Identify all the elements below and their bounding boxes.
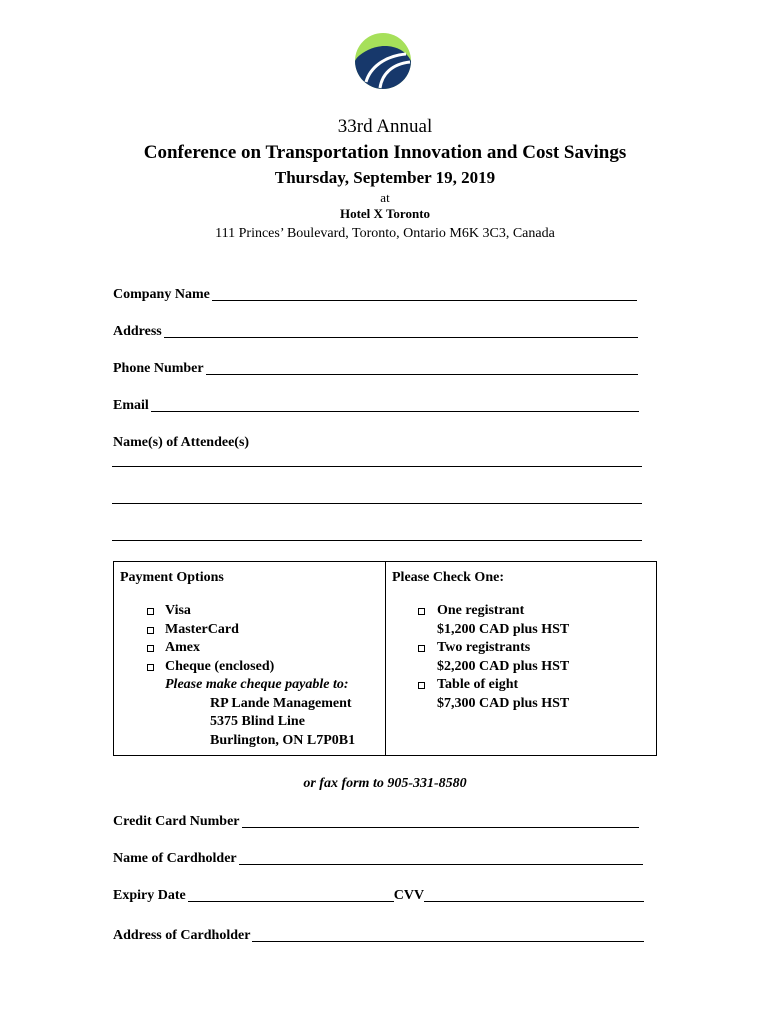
payment-options-column	[120, 570, 380, 750]
checkbox-icon[interactable]	[147, 608, 154, 615]
phone-number-field[interactable]	[113, 359, 638, 377]
payment-box	[113, 561, 657, 756]
attendee-line-1[interactable]	[112, 466, 642, 467]
cardholder-name-label: Name of Cardholder	[113, 851, 237, 866]
conference-logo	[354, 32, 412, 90]
attendee-line-2[interactable]	[112, 503, 642, 504]
email-field[interactable]	[113, 396, 639, 414]
registration-price-one: $1,200 CAD plus HST	[437, 621, 570, 637]
registration-price-table: $7,300 CAD plus HST	[437, 695, 570, 711]
payee-name: RP Lande Management	[210, 695, 352, 711]
at-text: at	[380, 190, 390, 205]
checkbox-icon[interactable]	[147, 645, 154, 652]
expiry-cvv-row	[113, 886, 644, 904]
payment-options-heading: Payment Options	[120, 570, 224, 585]
company-name-label: Company Name	[113, 287, 210, 302]
venue-address: 111 Princes’ Boulevard, Toronto, Ontario M6K 3C3, Canada	[215, 226, 555, 241]
checkbox-icon[interactable]	[418, 645, 425, 652]
checkbox-icon[interactable]	[147, 664, 154, 671]
cvv-field[interactable]	[424, 887, 644, 902]
attendees-label: Name(s) of Attendee(s)	[113, 435, 250, 450]
edition-title: 33rd Annual	[337, 116, 433, 137]
expiry-date-field[interactable]	[188, 887, 394, 902]
address-label: Address	[113, 324, 162, 339]
address-field[interactable]	[113, 322, 638, 340]
registration-price-two: $2,200 CAD plus HST	[437, 658, 570, 674]
credit-card-number-field[interactable]	[113, 812, 639, 830]
registration-option-two[interactable]: Two registrants	[392, 639, 652, 658]
payee-street: 5375 Blind Line	[210, 714, 305, 729]
checkbox-icon[interactable]	[418, 682, 425, 689]
payment-option-visa[interactable]: Visa	[120, 602, 380, 621]
cardholder-address-field[interactable]	[113, 926, 644, 944]
expiry-date-label: Expiry Date	[113, 888, 186, 903]
company-name-field[interactable]	[113, 285, 637, 303]
checkbox-icon[interactable]	[418, 608, 425, 615]
event-date: Thursday, September 19, 2019	[274, 168, 496, 187]
payment-option-amex[interactable]: Amex	[120, 639, 380, 658]
venue-name: Hotel X Toronto	[339, 206, 431, 221]
phone-number-label: Phone Number	[113, 361, 204, 376]
attendee-line-3[interactable]	[112, 540, 642, 541]
registration-option-one[interactable]: One registrant	[392, 602, 652, 621]
payment-option-cheque[interactable]: Cheque (enclosed)	[120, 658, 380, 677]
cheque-note: Please make cheque payable to:	[165, 677, 349, 692]
conference-title: Conference on Transportation Innovation and Cost Savings	[143, 142, 627, 163]
fax-instruction: or fax form to 905-331-8580	[303, 776, 467, 791]
registration-column	[392, 570, 652, 713]
email-label: Email	[113, 398, 149, 413]
registration-heading: Please Check One:	[392, 570, 504, 585]
registration-option-table[interactable]: Table of eight	[392, 676, 652, 695]
checkbox-icon[interactable]	[147, 627, 154, 634]
cardholder-name-field[interactable]	[113, 849, 643, 867]
credit-card-number-label: Credit Card Number	[113, 814, 240, 829]
payee-city: Burlington, ON L7P0B1	[210, 732, 356, 748]
cvv-label: CVV	[393, 888, 425, 903]
payment-option-mastercard[interactable]: MasterCard	[120, 621, 380, 640]
box-divider	[385, 562, 386, 755]
cardholder-address-label: Address of Cardholder	[113, 928, 251, 943]
